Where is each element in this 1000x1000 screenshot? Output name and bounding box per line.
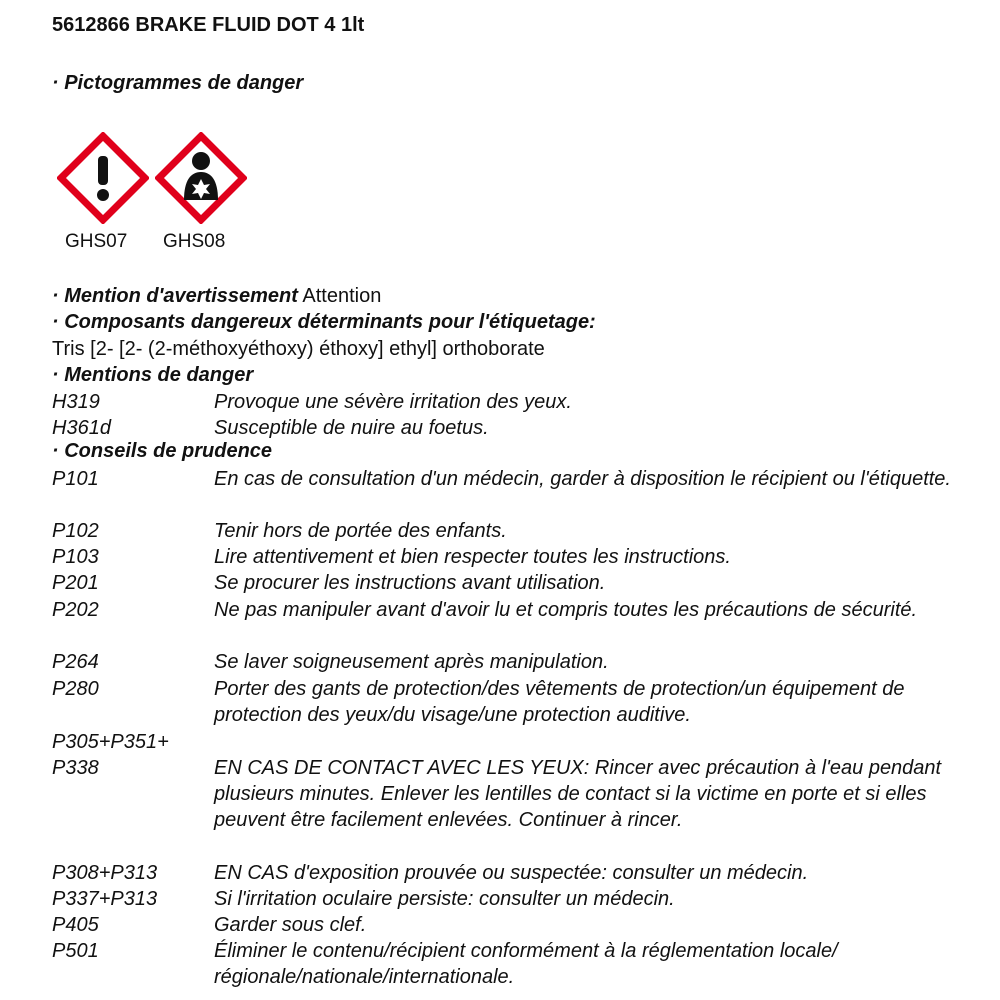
precaution-text: Garder sous clef.	[214, 914, 367, 936]
signal-word-label: · Mention d'avertissement	[52, 285, 298, 307]
precaution-code: P201	[52, 572, 99, 594]
pictogram-label-ghs08: GHS08	[163, 231, 226, 252]
precautionary-statements-heading	[52, 440, 272, 463]
pictograms-heading: · Pictogrammes de danger	[52, 72, 304, 94]
precaution-text: Ne pas manipuler avant d'avoir lu et compris toutes les précautions de sécurité.	[214, 599, 918, 621]
precaution-text: Porter des gants de protection/des vêtements de protection/un équipement de protection des yeux/du visage/une protection auditive.	[214, 678, 905, 726]
precaution-text: EN CAS d'exposition prouvée ou suspectée: consulter un médecin.	[214, 862, 809, 884]
precaution-code: P102	[52, 520, 99, 542]
precaution-text: Si l'irritation oculaire persiste: consulter un médecin.	[214, 888, 675, 910]
precaution-code: P264	[52, 651, 99, 673]
precaution-code: P280	[52, 678, 99, 700]
precaution-code: P337+P313	[52, 888, 158, 910]
hazard-text: Provoque une sévère irritation des yeux.	[214, 391, 572, 413]
hazard-statements-heading	[52, 364, 253, 387]
precaution-code: P501	[52, 940, 99, 962]
precautionary-statements-label: · Conseils de prudence	[52, 440, 273, 462]
hazard-statements-label: · Mentions de danger	[52, 364, 254, 386]
exclamation-mark-icon	[57, 132, 149, 224]
hazard-code: H319	[52, 391, 100, 413]
precaution-code: P103	[52, 546, 99, 568]
precaution-code: P101	[52, 468, 99, 490]
precaution-text: Lire attentivement et bien respecter toutes les instructions.	[214, 546, 731, 568]
hazard-code: H361d	[52, 417, 111, 439]
precaution-code: P405	[52, 914, 99, 936]
document-title: 5612866 BRAKE FLUID DOT 4 1lt	[52, 14, 365, 36]
precaution-text: EN CAS DE CONTACT AVEC LES YEUX: Rincer avec précaution à l'eau pendant plusieurs minutes. Enlever les lentilles de contact si la victime en porte et si elles peuvent être facilement enlevées. Continuer à rincer.	[214, 757, 942, 831]
components-label: · Composants dangereux déterminants pour l'étiquetage:	[52, 311, 596, 333]
precaution-text: Tenir hors de portée des enfants.	[214, 520, 507, 542]
precaution-text: Éliminer le contenu/récipient conformément à la réglementation locale/ régionale/nationale/internationale.	[214, 940, 838, 988]
components-value: Tris [2- [2- (2-méthoxyéthoxy) éthoxy] ethyl] orthoborate	[52, 338, 545, 360]
pictogram-label-ghs07: GHS07	[65, 231, 128, 252]
precaution-text: Se procurer les instructions avant utilisation.	[214, 572, 606, 594]
hazard-text: Susceptible de nuire au foetus.	[214, 417, 489, 439]
precaution-code: P305+P351+ P338	[52, 731, 169, 779]
signal-word-line	[52, 285, 381, 308]
signal-word-value: Attention	[302, 285, 382, 307]
precaution-code: P308+P313	[52, 862, 158, 884]
hazard-pictograms	[57, 132, 257, 252]
components-line	[52, 311, 596, 334]
precaution-text: Se laver soigneusement après manipulation.	[214, 651, 609, 673]
precaution-text: En cas de consultation d'un médecin, garder à disposition le récipient ou l'étiquette.	[214, 468, 951, 490]
health-hazard-icon	[155, 132, 247, 224]
precaution-code: P202	[52, 599, 99, 621]
